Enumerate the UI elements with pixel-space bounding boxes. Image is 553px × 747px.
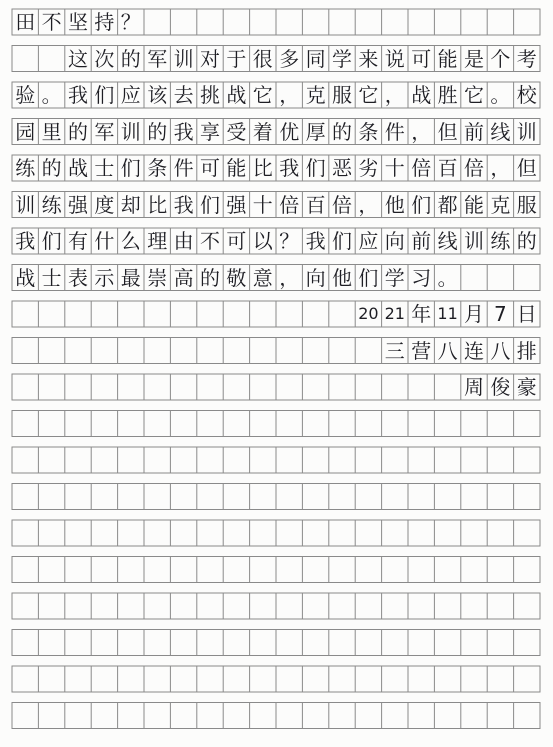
essay-char: 的 [120, 46, 141, 71]
essay-char: 校 [516, 83, 537, 107]
essay-char: 应 [358, 229, 379, 253]
essay-char: 向 [384, 229, 405, 253]
essay-char: 能 [226, 156, 247, 180]
essay-char: ？ [120, 10, 141, 34]
essay-char: 学 [331, 46, 352, 71]
essay-char: 十 [384, 156, 405, 180]
author-char: 豪 [516, 375, 537, 399]
essay-char: 来 [358, 46, 379, 71]
essay-char: 坚 [67, 10, 88, 34]
essay-char: 军 [147, 46, 168, 71]
essay-char: 却 [120, 192, 141, 217]
essay-char: 它 [358, 83, 379, 107]
essay-char [38, 46, 64, 72]
essay-char: 战 [15, 265, 36, 290]
essay-char: 它 [252, 83, 273, 107]
essay-char: 挑 [199, 83, 220, 107]
essay-char: 可 [411, 46, 432, 71]
essay-char: 的 [331, 119, 352, 144]
essay-char: 里 [41, 119, 62, 144]
essay-char: 前 [411, 229, 432, 253]
essay-char: 表 [67, 265, 88, 290]
essay-char: ？ [279, 229, 300, 253]
essay-char: 训 [173, 46, 194, 71]
unit-char: 三 [384, 338, 405, 363]
essay-char: 们 [120, 156, 141, 180]
essay-char: 以 [252, 229, 273, 253]
essay-char: 强 [226, 192, 247, 217]
essay-char: 们 [41, 229, 62, 253]
essay-char: 倍 [279, 192, 300, 217]
essay-char: 享 [199, 119, 220, 144]
essay-char: 我 [15, 229, 36, 253]
essay-char: 。 [41, 83, 62, 107]
date-char: 月 [463, 302, 484, 326]
essay-char: 说 [384, 46, 405, 71]
essay-char: 恶 [331, 156, 352, 180]
essay-char: 田 [15, 10, 36, 34]
essay-char: 学 [384, 265, 405, 290]
essay-char: 劣 [358, 156, 379, 180]
essay-char: 们 [411, 192, 432, 217]
unit-char: 八 [437, 338, 458, 363]
essay-char: 我 [173, 192, 194, 217]
essay-char: 能 [463, 192, 484, 217]
essay-char: 的 [41, 156, 62, 180]
date-char: 7 [494, 302, 507, 326]
essay-char: 们 [358, 265, 379, 290]
essay-char: 有 [67, 229, 88, 253]
essay-char: 同 [305, 46, 326, 71]
essay-char: 个 [490, 46, 511, 71]
essay-char: ， [490, 156, 511, 180]
essay-char: 去 [173, 83, 194, 107]
essay-char: ， [358, 192, 379, 217]
essay-char: 服 [516, 192, 537, 217]
essay-char: 我 [67, 83, 88, 107]
essay-char: 是 [463, 46, 484, 71]
essay-char: 们 [331, 229, 352, 253]
essay-char: ， [411, 119, 432, 144]
essay-char: 崇 [147, 265, 168, 290]
essay-char: 应 [120, 83, 141, 107]
essay-char: 倍 [411, 156, 432, 180]
essay-char: 但 [437, 119, 458, 144]
essay-char: 我 [173, 119, 194, 144]
essay-char: 战 [411, 83, 432, 107]
essay-char: 战 [226, 83, 247, 107]
essay-char: 理 [147, 229, 168, 253]
essay-char: 敬 [226, 265, 247, 290]
essay-char: 线 [437, 229, 458, 253]
essay-char: 该 [147, 83, 168, 107]
essay-char: 向 [305, 265, 326, 290]
date-char: 20 [358, 304, 379, 323]
essay-char: 的 [67, 119, 88, 144]
essay-char: 的 [147, 119, 168, 144]
essay-char: 强 [67, 192, 88, 217]
essay-char: 他 [384, 192, 405, 217]
essay-char: 百 [437, 156, 458, 180]
essay-char: 什 [94, 229, 115, 253]
essay-char: ， [279, 265, 300, 290]
essay-char: 练 [15, 156, 36, 180]
author-char: 俊 [490, 375, 511, 399]
essay-char: 能 [437, 46, 458, 71]
essay-char: 条 [358, 119, 379, 144]
essay-char: 倍 [331, 192, 352, 217]
essay-char: 示 [94, 265, 115, 290]
essay-char: 倍 [463, 156, 484, 180]
essay-char: 持 [94, 10, 115, 34]
essay-char: 训 [120, 119, 141, 144]
essay-char: 我 [305, 229, 326, 253]
essay-char: 高 [173, 265, 194, 290]
essay-char: 们 [199, 192, 220, 217]
essay-char: 士 [94, 156, 115, 180]
essay-char: 们 [305, 156, 326, 180]
essay-char: 件 [173, 156, 194, 180]
essay-char: 的 [199, 265, 220, 290]
essay-char: 于 [226, 46, 247, 71]
essay-char: ， [384, 83, 405, 107]
essay-char [12, 46, 38, 72]
essay-char: 他 [331, 265, 352, 290]
unit-char: 八 [490, 338, 511, 363]
author-char: 周 [463, 375, 484, 399]
essay-char: 的 [516, 229, 537, 253]
essay-char: 但 [516, 156, 537, 180]
essay-char: 由 [173, 229, 194, 253]
essay-char: 么 [120, 229, 141, 253]
essay-char: 意 [252, 265, 273, 290]
essay-char: 它 [463, 83, 484, 107]
essay-char: 可 [226, 229, 247, 253]
essay-char: 验 [15, 83, 36, 107]
essay-char: 我 [279, 156, 300, 180]
essay-char: 克 [490, 192, 511, 217]
essay-char: 百 [305, 192, 326, 217]
essay-char: 胜 [437, 83, 458, 107]
essay-char: 训 [15, 192, 36, 217]
essay-char: 前 [463, 119, 484, 144]
essay-char: 军 [94, 119, 115, 144]
essay-char: 次 [94, 46, 115, 71]
unit-char: 营 [411, 338, 432, 363]
essay-char: 园 [15, 119, 36, 144]
essay-char: 对 [199, 46, 220, 71]
essay-char: 可 [199, 156, 220, 180]
essay-char: 最 [120, 265, 141, 290]
essay-char: 比 [147, 192, 168, 217]
essay-char: 考 [516, 46, 537, 71]
essay-char: 这 [67, 46, 88, 71]
essay-char: 着 [252, 119, 273, 144]
date-char: 年 [411, 302, 432, 326]
essay-char: 比 [252, 156, 273, 180]
essay-char: 十 [252, 192, 273, 217]
essay-char: 训 [516, 119, 537, 144]
date-char: 日 [516, 302, 537, 326]
essay-char: ， [279, 83, 300, 107]
essay-char: 习 [411, 265, 432, 290]
essay-char: 都 [437, 192, 458, 217]
date-char: 21 [384, 304, 405, 323]
essay-char: 优 [279, 119, 300, 144]
unit-char: 连 [463, 338, 484, 363]
essay-char: 战 [67, 156, 88, 180]
date-char: 11 [437, 304, 458, 323]
essay-char: 服 [331, 83, 352, 107]
essay-char: 度 [94, 192, 115, 217]
essay-char: 不 [199, 229, 220, 253]
essay-char: 练 [490, 229, 511, 253]
essay-char: 士 [41, 265, 62, 290]
essay-char: 克 [305, 83, 326, 107]
essay-char: 练 [41, 192, 62, 217]
essay-char: 受 [226, 119, 247, 144]
essay-char: 很 [252, 46, 273, 71]
essay-char: 不 [41, 10, 62, 34]
essay-char: 们 [94, 83, 115, 107]
essay-char: 条 [147, 156, 168, 180]
essay-char: 。 [437, 265, 458, 290]
essay-char: 多 [279, 46, 300, 71]
essay-char: 件 [384, 119, 405, 144]
unit-char: 排 [516, 338, 537, 363]
essay-char: 厚 [305, 119, 326, 144]
essay-char: 训 [463, 229, 484, 253]
essay-char: 线 [490, 119, 511, 144]
essay-char: 。 [490, 83, 511, 107]
